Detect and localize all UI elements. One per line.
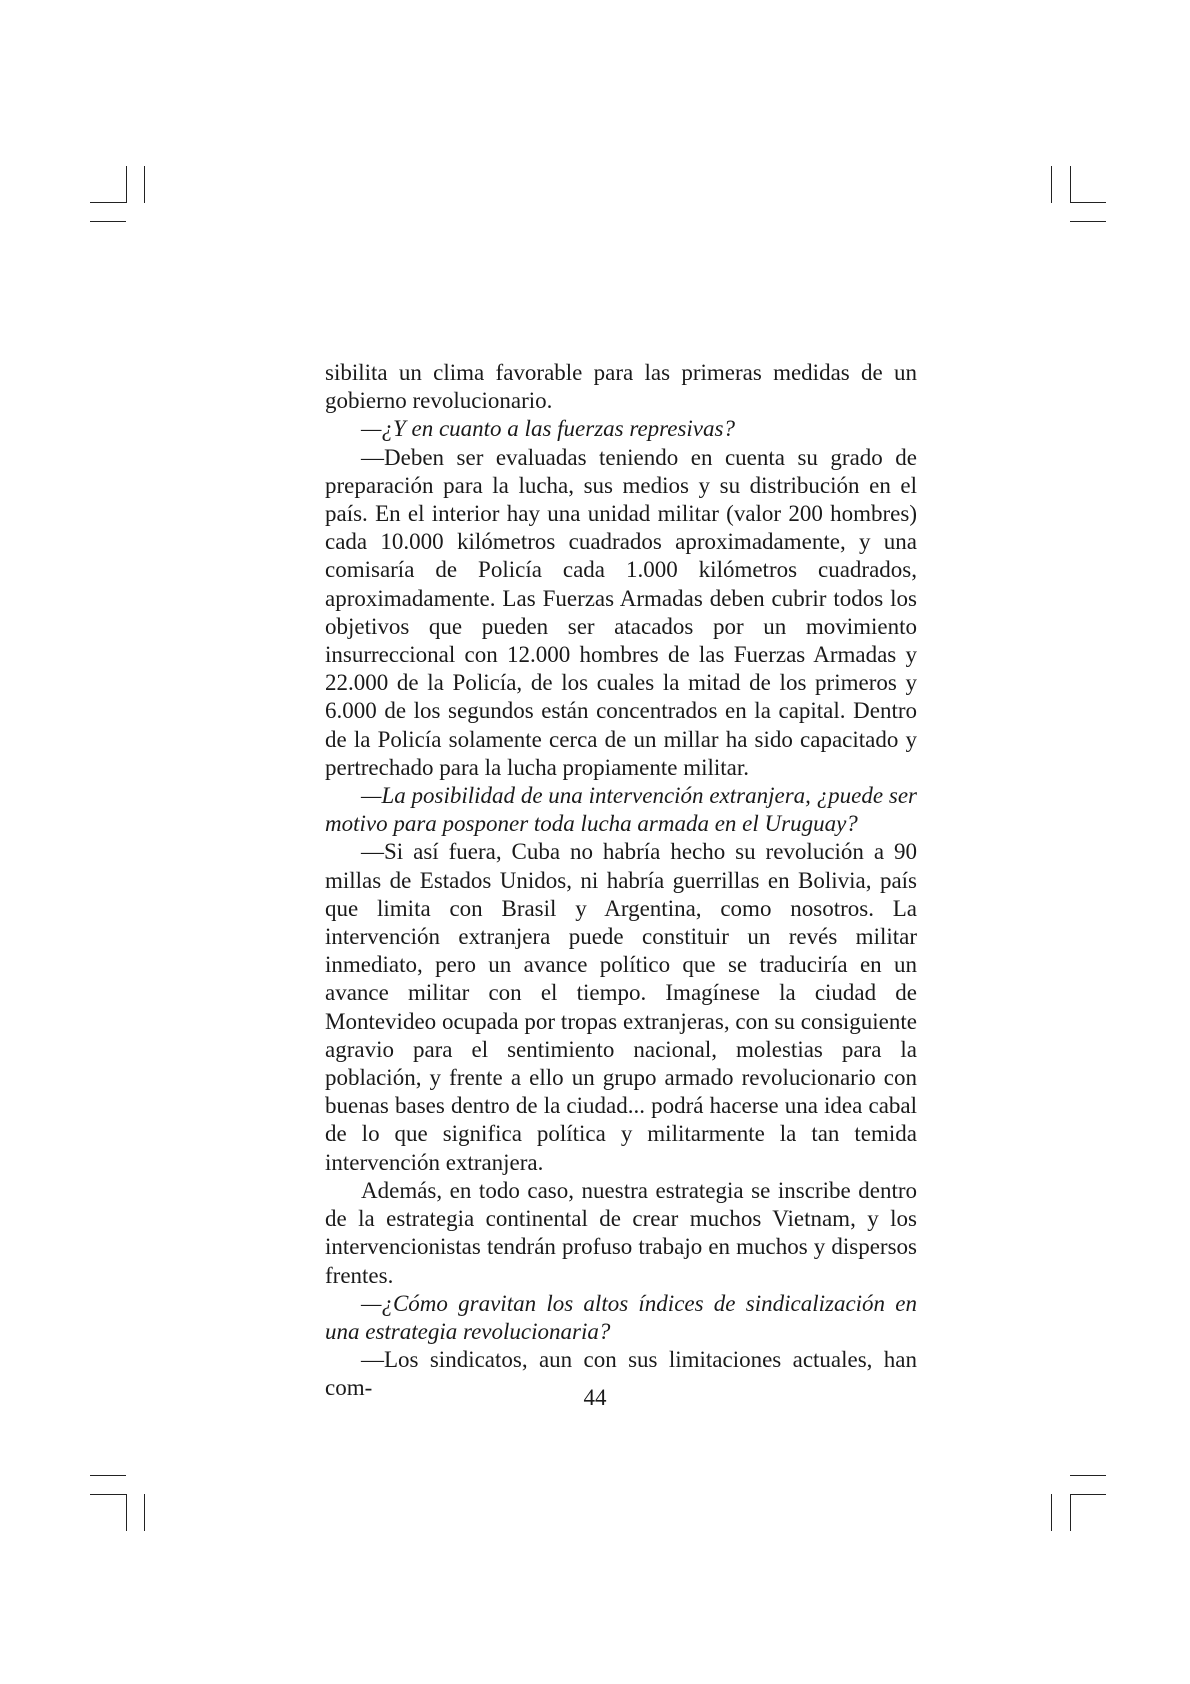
interview-question: —¿Cómo gravitan los altos índices de sindicalización en una estrategia revolucionaria?	[325, 1290, 917, 1344]
crop-mark	[90, 1494, 126, 1495]
crop-mark	[1070, 1494, 1106, 1495]
interview-answer: Además, en todo caso, nuestra estrategia se inscribe dentro de la estrategia continental de crear muchos Vietnam, y los intervencionistas tendrán profuso trabajo en muchos y dispersos frentes.	[325, 1177, 917, 1288]
interview-question: —¿Y en cuanto a las fuerzas represivas?	[361, 416, 735, 442]
paragraph: sibilita un clima favorable para las primeras medidas de un gobierno revolucionario.	[325, 360, 917, 414]
crop-mark	[144, 1494, 145, 1531]
interview-question: —La posibilidad de una intervención extranjera, ¿puede ser motivo para posponer toda lucha armada en el Uruguay?	[325, 783, 917, 837]
interview-answer: —Los sindicatos, aun con sus limitaciones actuales, han com-	[325, 1347, 917, 1401]
crop-mark	[1070, 166, 1071, 203]
crop-mark	[90, 221, 126, 222]
crop-mark	[126, 1494, 127, 1531]
crop-mark	[1070, 221, 1106, 222]
crop-mark	[1070, 202, 1106, 203]
page-number: 44	[583, 1385, 607, 1410]
crop-mark	[90, 1475, 126, 1476]
interview-answer: —Deben ser evaluadas teniendo en cuenta su grado de preparación para la lucha, sus medios y su distribución en el país. En el interior hay una unidad militar (valor 200 hombres) cada 10.000 kilómetros cuadrados aproximadamente, y una comisaría de Policía cada 1.000 kilómetros cuadrados, aproximadamente. Las Fuerzas Armadas deben cubrir todos los objetivos que pueden ser atacados por un movimiento insurreccional con 12.000 hombres de las Fuerzas Armadas y 22.000 de la Policía, de los cuales la mitad de los primeros y 6.000 de los segundos están concentrados en la capital. Dentro de la Policía solamente cerca de un millar ha sido capacitado y pertrechado para la lucha propiamente militar.	[325, 444, 917, 780]
body-text	[325, 359, 917, 1403]
crop-mark	[1051, 166, 1052, 203]
crop-mark	[1051, 1494, 1052, 1531]
crop-mark	[144, 166, 145, 203]
interview-answer: —Si así fuera, Cuba no habría hecho su revolución a 90 millas de Estados Unidos, ni habría guerrillas en Bolivia, país que limita con Brasil y Argentina, como nosotros. La intervención extranjera puede constituir un revés militar inmediato, pero un avance político que se traduciría en un avance militar con el tiempo. Imagínese la ciudad de Montevideo ocupada por tropas extranjeras, con su consiguiente agravio para el sentimiento nacional, molestias para la población, y frente a ello un grupo armado revolucionario con buenas bases dentro de la ciudad... podrá hacerse una idea cabal de lo que significa política y militarmente la tan temida intervención extranjera.	[325, 839, 917, 1175]
crop-mark	[1070, 1494, 1071, 1531]
crop-mark	[1070, 1475, 1106, 1476]
crop-mark	[126, 166, 127, 203]
crop-mark	[90, 202, 126, 203]
